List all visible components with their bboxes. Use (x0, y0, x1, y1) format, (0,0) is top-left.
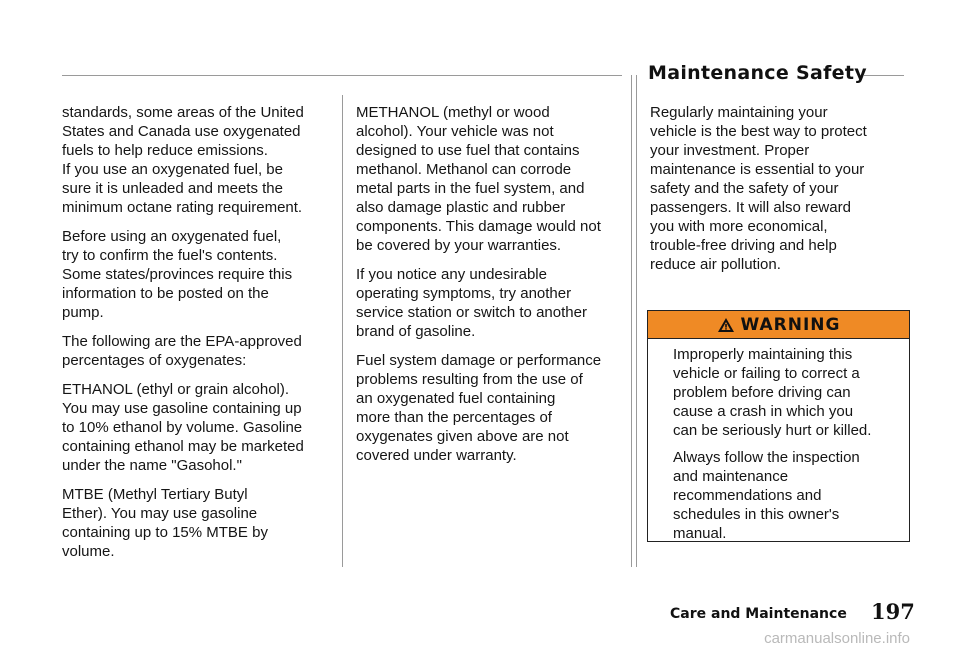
text-line: manual. (673, 525, 727, 542)
text-line: reduce air pollution. (650, 256, 781, 273)
text-line: metal parts in the fuel system, and (356, 180, 585, 197)
text-line: problem before driving can (673, 384, 851, 401)
text-line: service station or switch to another (356, 304, 587, 321)
top-rule-left (62, 75, 622, 76)
paragraph (356, 103, 628, 255)
text-line: designed to use fuel that contains (356, 142, 580, 159)
paragraph (62, 332, 334, 370)
watermark: carmanualsonline.info (764, 630, 910, 647)
text-line: Ether). You may use gasoline (62, 505, 258, 522)
text-line: standards, some areas of the United (62, 104, 304, 121)
text-line: more than the percentages of (356, 409, 552, 426)
warning-title: WARNING (740, 314, 841, 335)
warning-header (648, 311, 909, 339)
text-line: methanol. Methanol can corrode (356, 161, 572, 178)
text-line: MTBE (Methyl Tertiary Butyl (62, 486, 248, 503)
text-line: percentages of oxygenates: (62, 352, 247, 369)
text-line: States and Canada use oxygenated (62, 123, 301, 140)
text-line: be covered by your warranties. (356, 237, 562, 254)
text-line: recommendations and (673, 487, 822, 504)
text-line: containing ethanol may be marketed (62, 438, 304, 455)
text-line: you with more economical, (650, 218, 828, 235)
text-line: Before using an oxygenated fuel, (62, 228, 282, 245)
warning-box (647, 310, 910, 542)
text-line: Always follow the inspection (673, 449, 860, 466)
footer-section-name: Care and Maintenance (670, 606, 847, 622)
text-line: passengers. It will also reward (650, 199, 851, 216)
column-divider-1 (342, 95, 343, 567)
text-line: try to confirm the fuel's contents. (62, 247, 278, 264)
top-rule-right (864, 75, 904, 76)
paragraph (62, 380, 334, 475)
text-line: pump. (62, 304, 104, 321)
text-line: problems resulting from the use of (356, 371, 583, 388)
column-2 (356, 103, 628, 475)
text-line: If you notice any undesirable (356, 266, 547, 283)
text-line: information to be posted on the (62, 285, 269, 302)
text-line: brand of gasoline. (356, 323, 476, 340)
warning-body (673, 345, 909, 551)
text-line: fuels to help reduce emissions. (62, 142, 268, 159)
text-line: under the name "Gasohol." (62, 457, 242, 474)
column-3 (650, 103, 910, 284)
text-line: ETHANOL (ethyl or grain alcohol). (62, 381, 290, 398)
text-line: components. This damage would not (356, 218, 601, 235)
text-line: You may use gasoline containing up (62, 400, 302, 417)
text-line: containing up to 15% MTBE by (62, 524, 268, 541)
paragraph (356, 351, 628, 465)
text-line: Regularly maintaining your (650, 104, 828, 121)
page-number: 197 (871, 599, 915, 624)
text-line: can be seriously hurt or killed. (673, 422, 872, 439)
text-line: cause a crash in which you (673, 403, 854, 420)
text-line: safety and the safety of your (650, 180, 839, 197)
paragraph (62, 103, 334, 217)
text-line: sure it is unleaded and meets the (62, 180, 283, 197)
text-line: also damage plastic and rubber (356, 199, 566, 216)
text-line: and maintenance (673, 468, 789, 485)
text-line: Fuel system damage or performance (356, 352, 602, 369)
paragraph (673, 345, 909, 440)
paragraph (650, 103, 910, 274)
text-line: trouble-free driving and help (650, 237, 837, 254)
text-line: vehicle is the best way to protect (650, 123, 867, 140)
text-line: covered under warranty. (356, 447, 517, 464)
text-line: METHANOL (methyl or wood (356, 104, 550, 121)
text-line: Some states/provinces require this (62, 266, 293, 283)
text-line: operating symptoms, try another (356, 285, 572, 302)
text-line: Improperly maintaining this (673, 346, 853, 363)
text-line: to 10% ethanol by volume. Gasoline (62, 419, 303, 436)
text-line: an oxygenated fuel containing (356, 390, 556, 407)
column-divider-2b (636, 75, 637, 567)
paragraph (62, 227, 334, 322)
column-divider-2a (631, 75, 632, 567)
text-line: minimum octane rating requirement. (62, 199, 303, 216)
text-line: vehicle or failing to correct a (673, 365, 860, 382)
paragraph (356, 265, 628, 341)
column-1 (62, 103, 334, 571)
text-line: maintenance is essential to your (650, 161, 865, 178)
section-title: Maintenance Safety (648, 62, 867, 84)
text-line: volume. (62, 543, 115, 560)
warning-triangle-icon (717, 317, 735, 333)
text-line: schedules in this owner's (673, 506, 840, 523)
text-line: alcohol). Your vehicle was not (356, 123, 554, 140)
text-line: your investment. Proper (650, 142, 810, 159)
text-line: If you use an oxygenated fuel, be (62, 161, 283, 178)
paragraph (673, 448, 909, 543)
text-line: The following are the EPA-approved (62, 333, 302, 350)
text-line: oxygenates given above are not (356, 428, 569, 445)
paragraph (62, 485, 334, 561)
